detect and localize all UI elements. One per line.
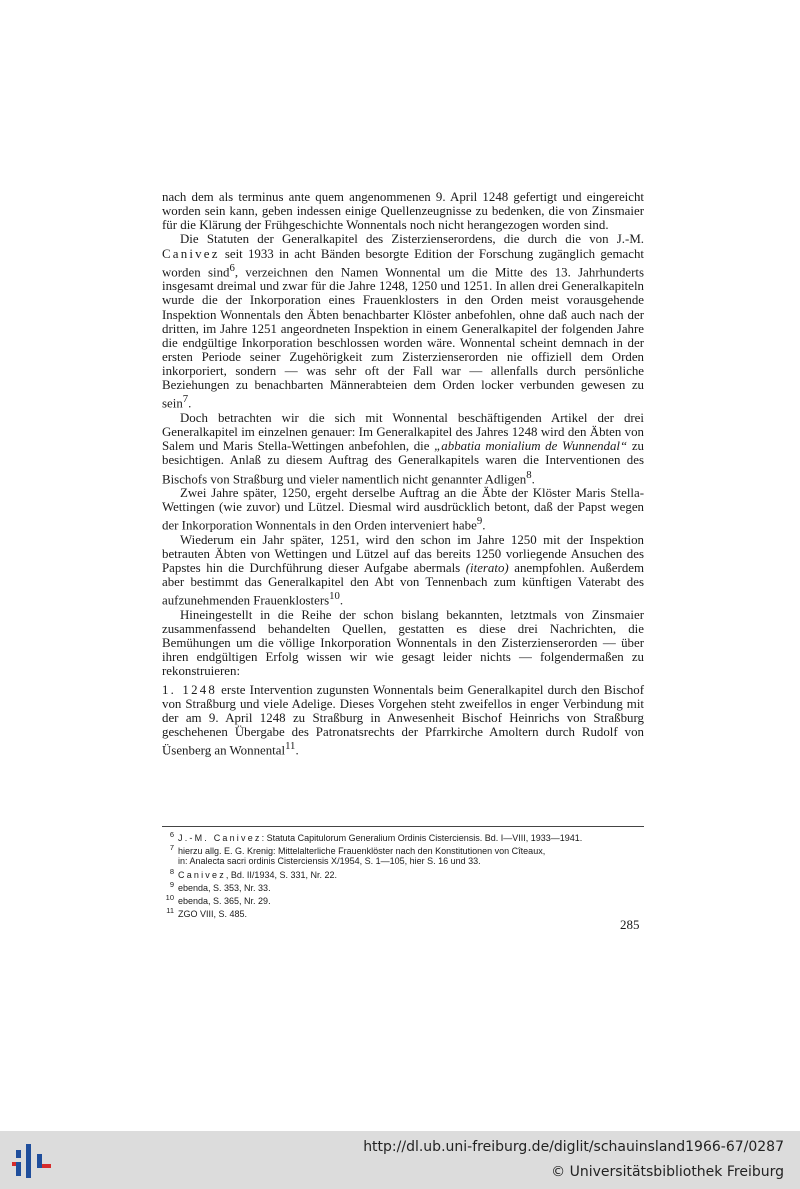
paragraph-2: Die Statuten der Generalkapitel des Zisterzienserordens, die durch die von J.-M. Canivez seit 1933 in acht Bänden besorgte Edition der Forschung zugänglich gemacht worden sind$^6$, verzeichnen den Namen Wonnental um die Mitte des 13. Jahrhunderts insgesamt dreimal und zwar für die Jahre 1248, 1250 und 1251. In allen drei Generalkapiteln wurde die der Inkorporation eines Frauenklosters in den Orden meist vorausgehende Inspektion Wonnentals den Äbten benachbarter Klöster anbefohlen, ohne daß auch nach der dritten, im Jahre 1251 angeordneten Inspektion in einem Generalkapitel der folgenden Jahre die endgültige Inkorporation beschlossen worden wäre. Wonnental scheint demnach in der ersten Periode seiner Zugehörigkeit zum Zisterzienserorden nie offiziell dem Orden inkorporiert, sondern — was sehr oft der Fall war — allenfalls durch persönliche Beziehungen zu benachbarten Männerabteien dem Orden locker verbunden gewesen zu sein$^7$. <box>162 232 645 411</box>
footnote: $^{11}$ ZGO VIII, S. 485. <box>166 906 248 920</box>
viewer-footer <box>0 1131 800 1189</box>
footnote: $^8$ Canivez, Bd. II/1934, S. 331, Nr. 22. <box>169 866 337 880</box>
footnote: $^7$ hierzu allg. E. G. Krenig: Mittelalterliche Frauenklöster nach den Konstitutionen von Cîteaux, in: Analecta sacri ordinis Cisterciensis X/1954, S. 1—105, hier S. 16 und 33. <box>169 843 546 867</box>
latin-term: (iterato) <box>465 561 509 576</box>
permalink-url[interactable]: http://dl.ub.uni-freiburg.de/diglit/schauinsland1966-67/0287 <box>363 1139 784 1155</box>
footnote-ref: 8 <box>526 468 532 481</box>
footnotes <box>162 826 644 919</box>
footnote-ref: 10 <box>329 590 340 603</box>
copyright-text: © Universitätsbibliothek Freiburg <box>551 1164 784 1180</box>
latin-quote: „abbatia monialium de Wunnendal“ <box>434 439 628 454</box>
paragraph-4: Zwei Jahre später, 1250, ergeht derselbe Auftrag an die Äbte der Klöster Maris Stella-Wettingen (wie zuvor) und Lützel. Diesmal wird ausdrücklich betont, daß der Papst wegen der Inkorporation Wonnentals in den Orden interveniert habe$^9$. <box>162 486 644 533</box>
list-item-number: 1. 1248 <box>162 682 218 697</box>
list-item-1: 1. 1248 erste Intervention zugunsten Wonnentals beim Generalkapitel durch den Bischof von Straßburg und viele Adelige. Dieses Vorgehen steht zweifellos in enger Verbindung mit der am 9. April 1248 zu Straßburg in Anwesenheit Bischof Heinrichs von Straßburg geschehenen Übergabe des Patronatsrechts der Pfarrkirche Amoltern durch Rudolf von Üsenberg an Wonnental$^{11}$. <box>162 682 645 758</box>
ub-freiburg-logo-icon <box>12 1140 52 1182</box>
footnote-ref: 7 <box>182 393 189 406</box>
footnote-ref: 6 <box>229 261 235 274</box>
paragraph-6: Hineingestellt in die Reihe der schon bislang bekannten, letztmals von Zinsmaier zusammenfassend behandelten Quellen, gestatten es diese drei Nachrichten, die Bemühungen um die völlige Inkorporation Wonnentals in den Zisterzienserorden — über ihren endgültigen Erfolg wissen wir wie gesagt leider nichts — folgendermaßen zu rekonstruieren: <box>162 607 644 679</box>
paragraph-3: Doch betrachten wir die sich mit Wonnental beschäftigenden Artikel der drei Generalkapitel im einzelnen genauer: Im Generalkapitel des Jahres 1248 wird den Äbten von Salem und Maris Stella-Wettingen anbefohlen, die „abbatia monialium de Wunnendal“ zu besichtigen. Anlaß zu diesem Auftrag des Generalkapitels waren die Interventionen des Bischofs von Straßburg und vieler namentlich nicht genannter Adligen$^8$. <box>162 410 644 486</box>
paragraph-5: Wiederum ein Jahr später, 1251, wird den schon im Jahre 1250 mit der Inspektion betrauten Äbten von Wettingen und Lützel auf das bereits 1250 vorliegende Ansuchen des Papstes hin die Durchführung dieser Aufgabe abermals (iterato) anempfohlen. Außerdem aber bestimmt das Generalkapitel den Abt von Tennenbach zum künftigen Vaterabt des aufzunehmenden Frauenklosters$^{10}$. <box>162 532 645 608</box>
footnote-ref: 11 <box>285 740 296 753</box>
footnote: $^9$ ebenda, S. 353, Nr. 33. <box>169 879 271 893</box>
paragraph-1: nach dem als terminus ante quem angenommenen 9. April 1248 gefertigt und eingereicht worden sein kann, geben indessen einige Quellenzeugnisse zu bedenken, die von Zinsmaier für die Klärung der Frühgeschichte Wonnentals noch nicht herangezogen worden sind. <box>162 190 644 233</box>
page-number: 285 <box>620 917 640 932</box>
body-text <box>162 190 644 758</box>
footnote-ref: 9 <box>476 515 483 528</box>
author-name: Canivez <box>162 246 220 261</box>
footnote: $^{10}$ ebenda, S. 365, Nr. 29. <box>165 893 271 907</box>
footnote: $^6$ J.-M. Canivez: Statuta Capitulorum Generalium Ordinis Cisterciensis. Bd. I—VIII, 1933—1941. <box>169 830 583 843</box>
